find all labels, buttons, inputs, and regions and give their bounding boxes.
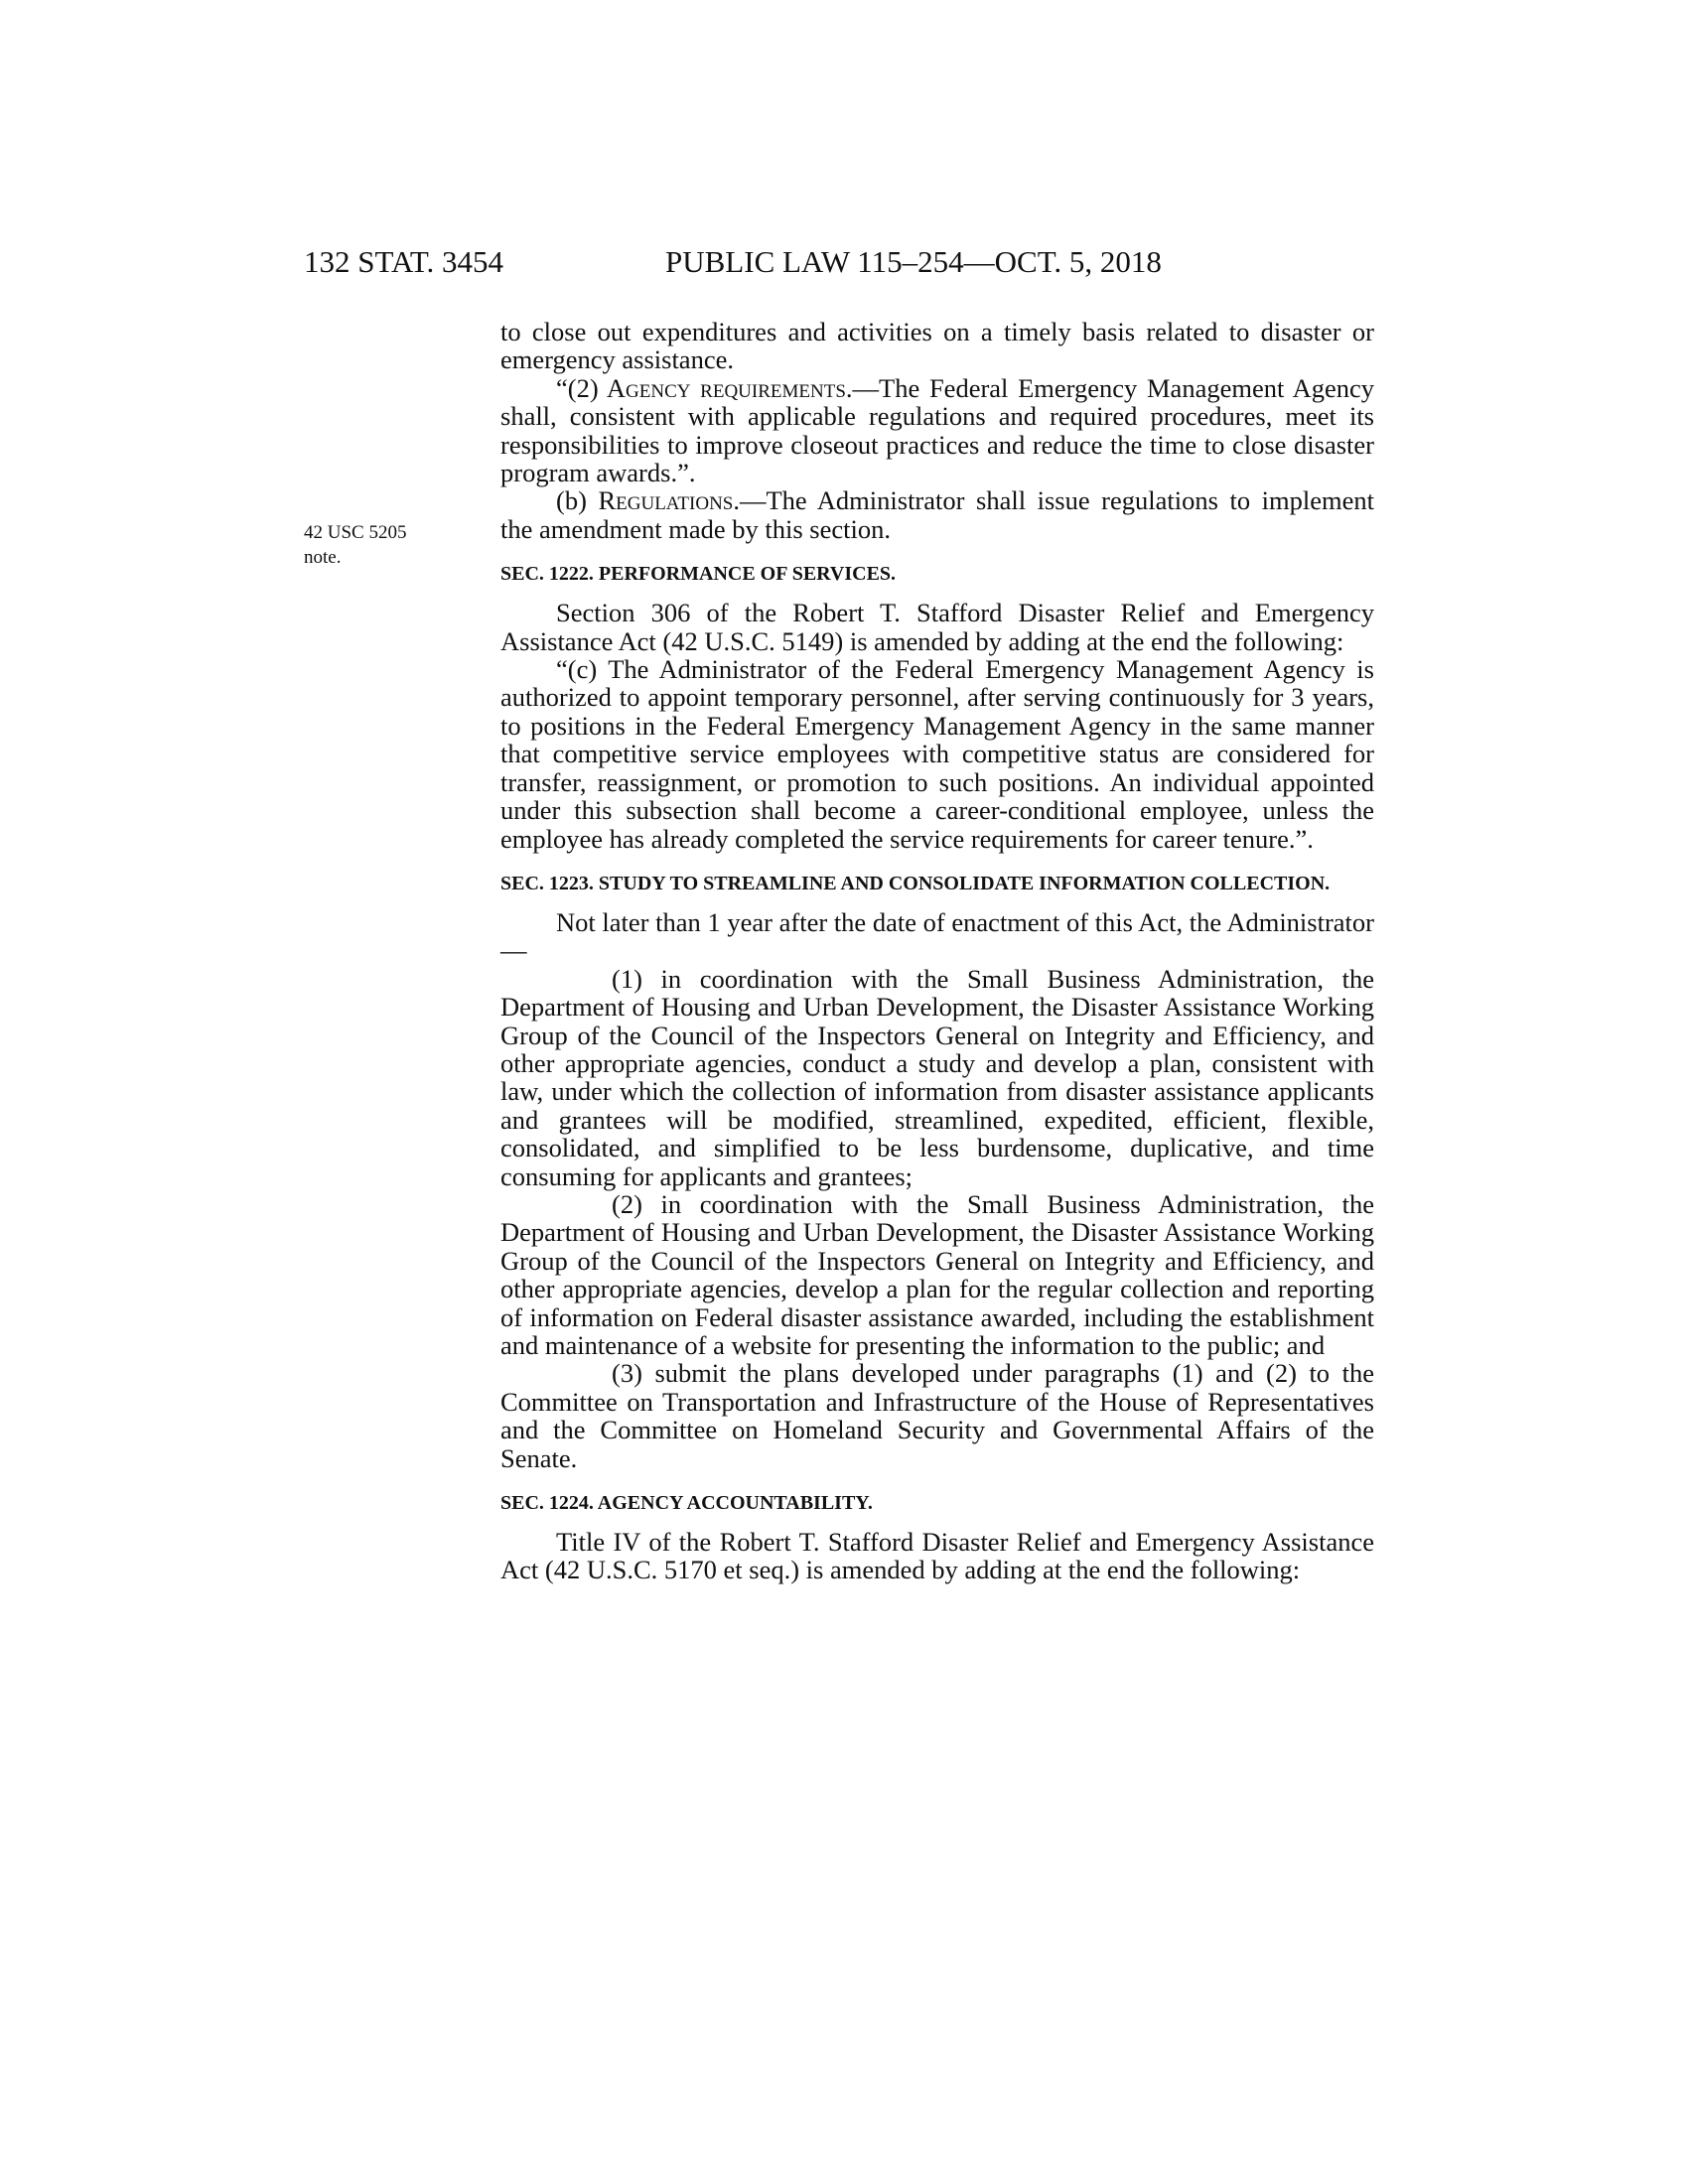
- margin-note-label: note.: [304, 547, 342, 568]
- agency-requirements-text: —The Federal Emergency Management Agency shall, consistent with applicable regulations and required procedures, meet its responsibilities to improve closeout practices and reduce the time to close disaster program awards.”.: [500, 372, 1374, 488]
- margin-note-citation: 42 USC 5205: [304, 522, 407, 543]
- section-1223-item-2: (2) in coordination with the Small Business Administration, the Department of Housing and Urban Development, the Disaster Assistance Working Group of the Council of the Inspectors General on Integrity and Efficiency, and other appropriate agencies, develop a plan for the regular collection and reporting of information on Federal disaster assistance awarded, including the establishment and maintenance of a website for presenting the information to the public; and: [500, 1188, 1374, 1360]
- section-1222-paragraph-2: “(c) The Administrator of the Federal Emergency Management Agency is authorized to appoint temporary personnel, after serving continuously for 3 years, to positions in the Federal Emergency Management Agency in the same manner that competitive service employees with competitive status are considered for transfer, reassignment, or promotion to such positions. An individual appointed under this subsection shall become a career-conditional employee, unless the employee has already completed the service requirements for career tenure.”.: [500, 654, 1374, 854]
- agency-requirements-label: “(2) Agency requirements.: [556, 372, 853, 403]
- closeout-continuation-paragraph: to close out expenditures and activities on a timely basis related to disaster or emergency assistance.: [500, 317, 1374, 375]
- section-1223-item-1: (1) in coordination with the Small Business Administration, the Department of Housing and Urban Development, the Disaster Assistance Working Group of the Council of the Inspectors General on Integrity and Efficiency, and other appropriate agencies, conduct a study and develop a plan, consistent with law, under which the collection of information from disaster assistance applicants and grantees will be modified, streamlined, expedited, efficient, flexible, consolidated, and simplified to be less burdensome, duplicative, and time consuming for applicants and grantees;: [500, 963, 1374, 1191]
- page-header: [0, 244, 1688, 292]
- margin-note: [304, 520, 483, 570]
- section-1222-paragraph-1: Section 306 of the Robert T. Stafford Disaster Relief and Emergency Assistance Act (42 U.S.C. 5149) is amended by adding at the end the following:: [500, 598, 1374, 656]
- regulations-prefix: (b): [556, 485, 599, 516]
- statute-citation: 132 STAT. 3454: [304, 244, 504, 279]
- section-1223-heading: SEC. 1223. STUDY TO STREAMLINE AND CONSOLIDATE INFORMATION COLLECTION.: [500, 872, 1331, 894]
- regulations-label: Regulations.: [598, 485, 740, 516]
- agency-requirements-paragraph: [500, 374, 1374, 487]
- regulations-text: —The Administrator shall issue regulations to implement the amendment made by this section.: [500, 485, 1374, 544]
- running-head: PUBLIC LAW 115–254—OCT. 5, 2018: [665, 244, 1162, 279]
- section-1224-heading: SEC. 1224. AGENCY ACCOUNTABILITY.: [500, 1492, 873, 1515]
- section-1223-item-3: (3) submit the plans developed under paragraphs (1) and (2) to the Committee on Transportation and Infrastructure of the House of Representatives and the Committee on Homeland Security and Governmental Affairs of the Senate.: [500, 1358, 1374, 1473]
- section-1223-intro: Not later than 1 year after the date of enactment of this Act, the Administrator—: [500, 906, 1374, 966]
- body-text: [500, 318, 1374, 1584]
- section-1224-paragraph-1: Title IV of the Robert T. Stafford Disaster Relief and Emergency Assistance Act (42 U.S.C. 5170 et seq.) is amended by adding at the end the following:: [500, 1527, 1374, 1585]
- section-1222-heading: SEC. 1222. PERFORMANCE OF SERVICES.: [500, 563, 897, 586]
- regulations-paragraph: [500, 486, 1374, 543]
